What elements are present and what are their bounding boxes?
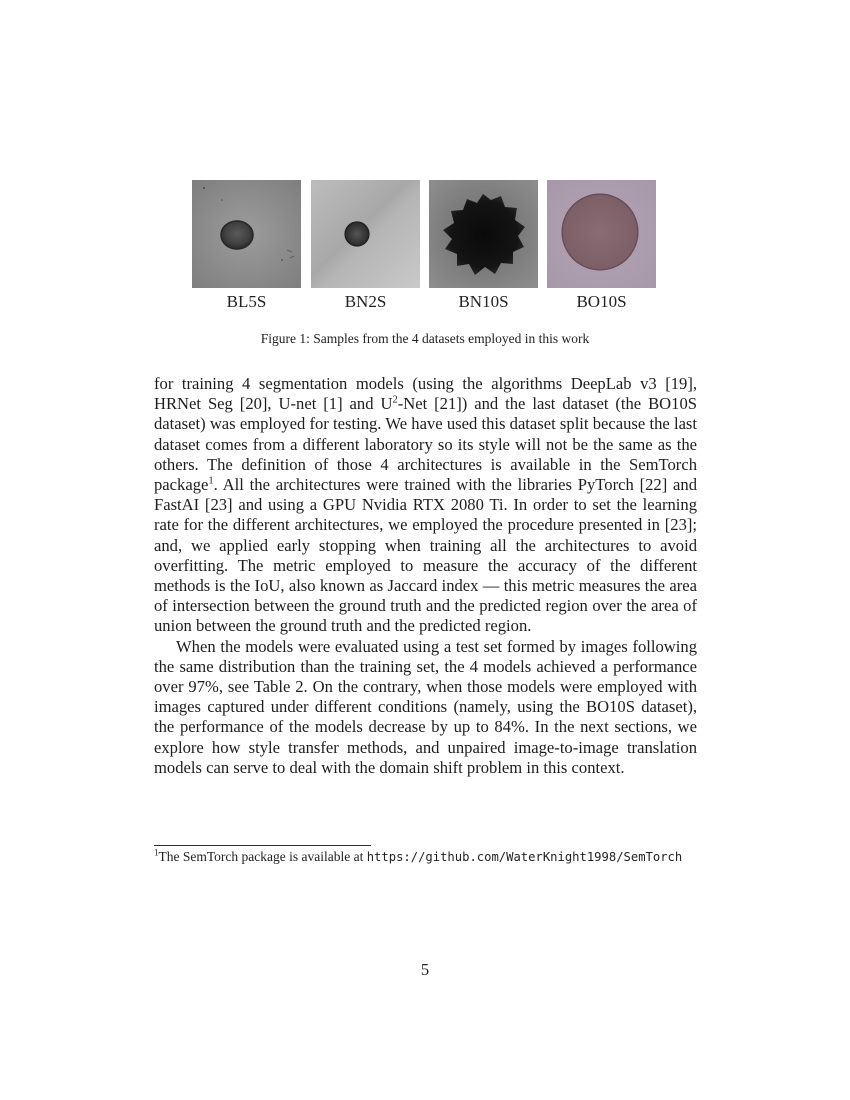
footnote-number: 1 — [154, 847, 159, 858]
figure-label-row — [190, 292, 660, 318]
paragraph-text: for training 4 segmentation models (using the algorithms DeepLab v3 [19], HRNet Seg [20], U-net [1] and U — [154, 374, 697, 414]
paragraph-text: -Net [21]) and the last dataset (the BO10S dataset) was employed for testing. We have used this dataset split because the last dataset comes from a different laboratory so its style will not be the same as the others. The definition of those 4 architectures is available in the SemTorch package — [154, 394, 697, 495]
microscopy-spheroid-pink-large-icon — [547, 180, 656, 288]
microscopy-spheroid-small-icon — [192, 180, 301, 288]
footnote-mark[interactable]: 1 — [208, 475, 214, 487]
footnote-link[interactable]: https://github.com/WaterKnight1998/SemTorch — [366, 850, 683, 864]
figure-1 — [190, 180, 660, 318]
footnote — [154, 848, 697, 866]
figure-caption: Figure 1: Samples from the 4 datasets employed in this work — [260, 331, 590, 346]
figure-image-row — [190, 180, 660, 290]
superscript: 2 — [392, 394, 398, 406]
figure-label: BO10S — [576, 292, 627, 311]
figure-label: BN10S — [458, 292, 509, 311]
page-number: 5 — [420, 960, 430, 979]
microscopy-spheroid-dark-large-icon — [429, 180, 538, 288]
microscopy-spheroid-tiny-icon — [311, 180, 420, 288]
footnote-text: The SemTorch package is available at — [158, 849, 367, 864]
body-text — [154, 374, 697, 778]
paragraph: When the models were evaluated using a test set formed by images following the same distribution than the training set, the 4 models achieved a performance over 97%, see Table 2. On the contrary, when those models were employed with images captured under different conditions (namely, using the BO10S dataset), the performance of the models decrease by up to 84%. In the next sections, we explore how style transfer methods, and unpaired image-to-image translation models can serve to deal with the domain shift problem in this context. — [154, 636, 697, 777]
figure-label: BL5S — [226, 292, 267, 311]
footnote-divider — [154, 845, 371, 846]
paragraph — [154, 374, 697, 637]
figure-label: BN2S — [344, 292, 387, 311]
paragraph-text: . All the architectures were trained with the libraries PyTorch [22] and FastAI [23] and using a GPU Nvidia RTX 2080 Ti. In order to set the learning rate for the different architectures, we employed the procedure presented in [23]; and, we applied early stopping when training all the architectures to avoid overfitting. The metric employed to measure the accuracy of the different methods is the IoU, also known as Jaccard index — this metric measures the area of intersection between the ground truth and the predicted region over the area of union between the ground truth and the predicted region. — [154, 475, 697, 636]
